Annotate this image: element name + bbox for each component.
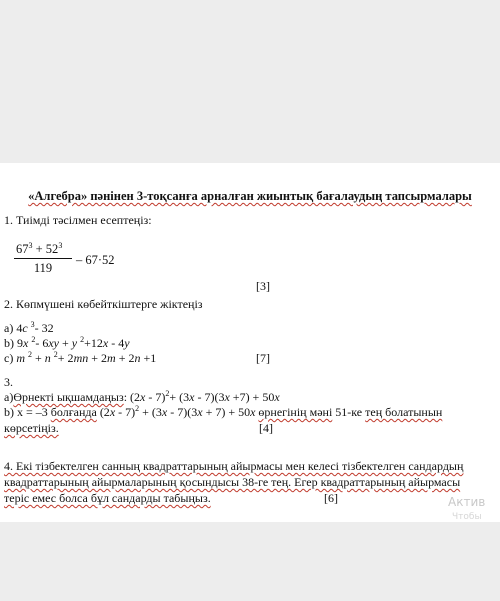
task1-heading: 1. Тиімді тәсілмен есептеңіз: <box>4 213 152 227</box>
activation-watermark: Актив <box>448 495 486 509</box>
task4-line3: теріс емес болса бұл сандарды табыңыз. <box>4 491 211 505</box>
task2-mark: [7] <box>256 351 270 365</box>
task1-fraction <box>14 242 72 276</box>
task2-b: b) 9x $^2$- 6xy + y $^2$+12x - 4y <box>4 335 130 350</box>
task1-denominator: 119 <box>33 261 53 275</box>
task1-rest: – 67·52 <box>76 253 115 267</box>
task2-a: a) 4c $^3$- 32 <box>4 320 54 335</box>
task3-b-cont: көрсетіңіз. <box>4 421 59 435</box>
task3-a: а)Өрнекті ықшамдаңыз: (2x - 7)$^2$+ (3x - 7)(3x +7) + 50x <box>4 389 280 404</box>
task1-numerator: $67^3 + 52^3$ <box>16 240 63 256</box>
bottom-background <box>0 522 500 601</box>
task3-b: b) x = –3 болғанда (2x - 7)$^2$ + (3x - 7)(3x + 7) + 50x өрнегінің мәні 51-ке тең болатынын <box>4 404 443 419</box>
task2-heading: 2. Көпмүшені көбейткіштерге жіктеңіз <box>4 297 203 311</box>
task1-mark: [3] <box>256 279 270 293</box>
task4-line1: 4. Екі тізбектелген санның квадраттарының айырмасы мен келесі тізбектелген сандардың <box>4 459 464 473</box>
document-page <box>0 163 500 522</box>
top-background <box>0 0 500 163</box>
activation-watermark-sub: Чтобы <box>452 512 482 522</box>
title-text: «Алгебра» пәнінен 3-тоқсанға арналған жиынтық бағалаудың тапсырмалары <box>28 189 472 203</box>
task4-mark: [6] <box>324 491 338 505</box>
task3-mark: [4] <box>259 421 273 435</box>
task2-c: c) m $^2$ + n $^2$+ 2mn + 2m + 2n +1 <box>4 350 157 365</box>
task4-line2: квадраттарының айырмаларының қосындысы 38-ге тең. Егер квадраттарының айырмасы <box>4 475 461 489</box>
page-title <box>0 189 500 204</box>
task3-number: 3. <box>4 375 13 389</box>
